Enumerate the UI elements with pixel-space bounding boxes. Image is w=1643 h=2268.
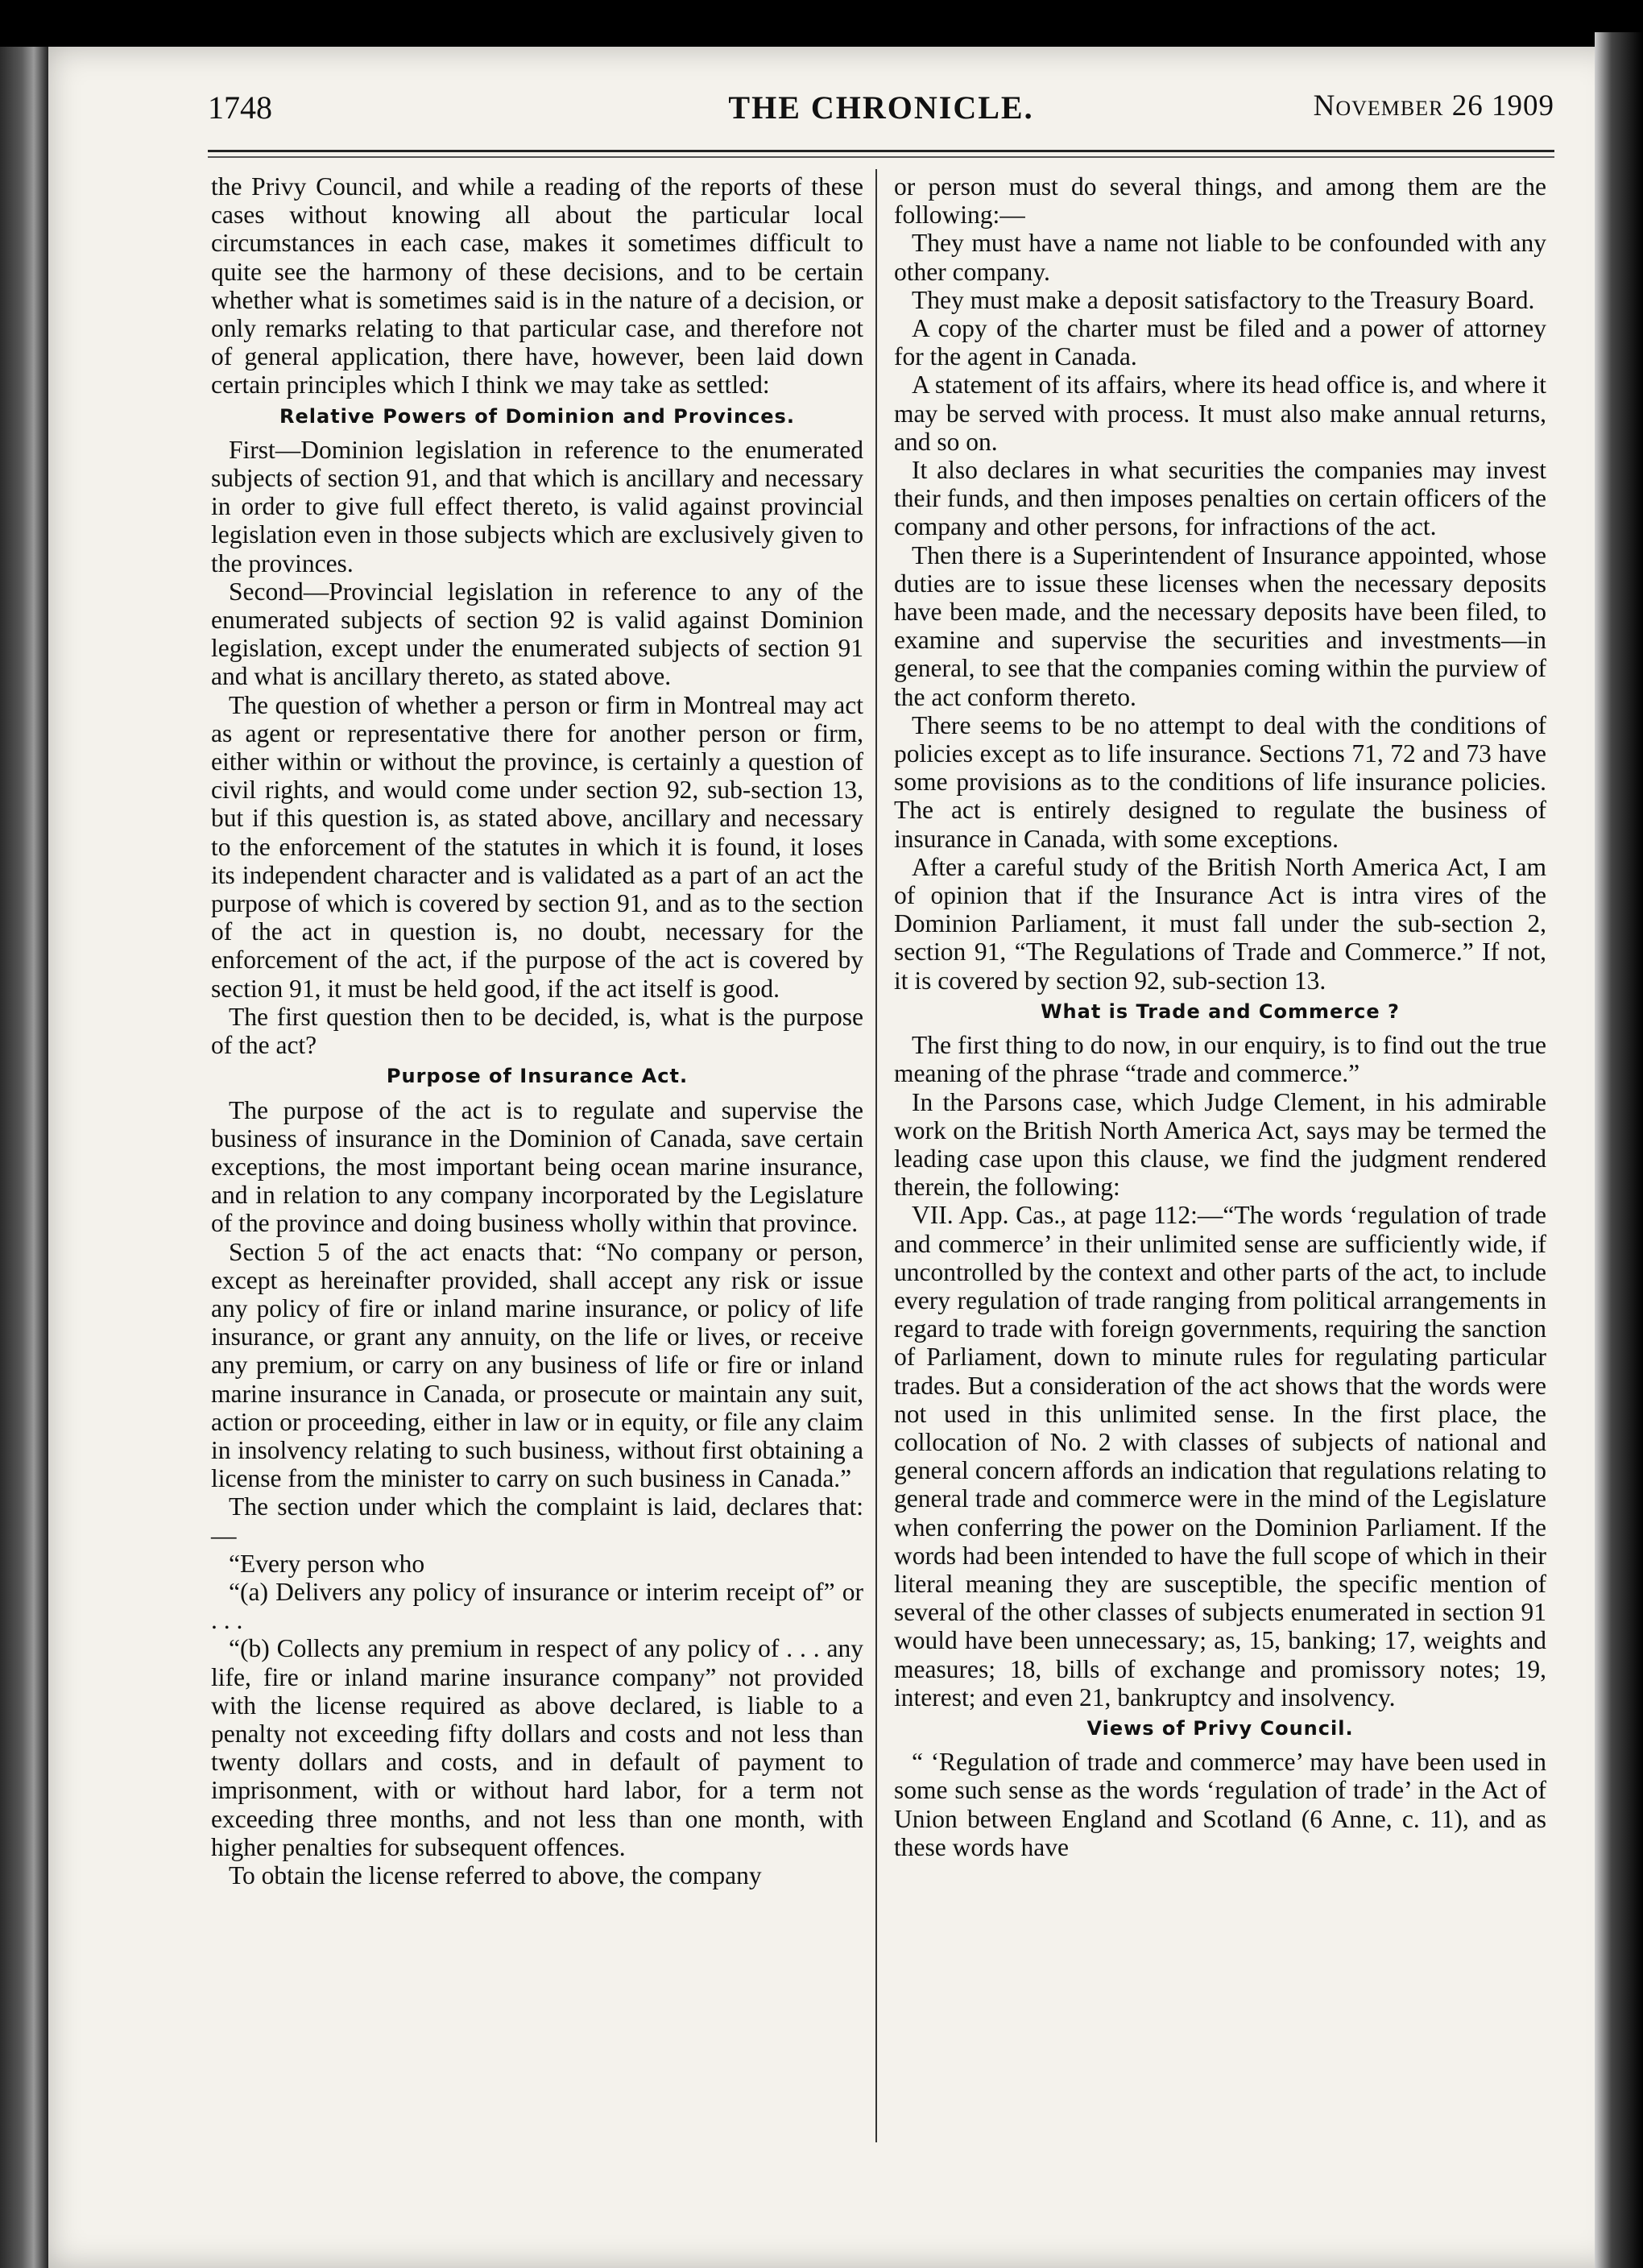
binding-shadow-left bbox=[0, 47, 48, 2268]
publication-title: THE CHRONICLE. bbox=[728, 89, 1034, 126]
right-column bbox=[894, 172, 1546, 1861]
paragraph: VII. App. Cas., at page 112:—“The words ‘regulation of trade and commerce’ in their unlimited sense are sufficiently wide, if uncontrolled by the context and other parts of the act, to include every regulation of trade ranging from political arrangements in regard to trade with foreign governments, requiring the sanction of Parliament, down to minute rules for regulating particular trades. But a consideration of the act shows that the words were not used in this unlimited sense. In the first place, the collocation of No. 2 with classes of subjects of national and general concern affords an indication that regulations relating to general trade and commerce were in the mind of the Legislature when conferring the power on the Dominion Parliament. If the words had been intended to have the full scope of which in their literal meaning they are susceptible, the specific mention of several of the other classes of subjects enumerated in section 91 would have been unnecessary; as, 15, banking; 17, weights and measures; 18, bills of exchange and promissory notes; 19, interest; and even 21, bankruptcy and insolvency. bbox=[894, 1201, 1546, 1711]
paragraph: “(b) Collects any premium in respect of any policy of . . . any life, fire or inland marine insurance company” not provided with the license required as above declared, is liable to a penalty not exceeding fifty dollars and costs and not less than twenty dollars and costs, and in default of payment to imprisonment, with or without hard labor, for a term not exceeding three months, and not less than one month, with higher penalties for subsequent offences. bbox=[211, 1634, 863, 1861]
paragraph: The purpose of the act is to regulate and supervise the business of insurance in the Dominion of Canada, save certain exceptions, the most important being ocean marine insurance, and in relation to any company incorporated by the Legislature of the province and doing business wholly within that province. bbox=[211, 1095, 863, 1238]
paragraph: Second—Provincial legislation in reference to any of the enumerated subjects of section 92 is valid against Dominion legislation, except under the enumerated subjects of section 91 and what is ancillary thereto, as stated above. bbox=[211, 577, 863, 691]
header-rule-thin bbox=[208, 156, 1554, 158]
binding-shadow-right bbox=[1595, 32, 1643, 2268]
paragraph: The first question then to be decided, is, what is the purpose of the act? bbox=[211, 1002, 863, 1060]
page-number: 1748 bbox=[208, 89, 272, 126]
paragraph: It also declares in what securities the companies may invest their funds, and then imposes penalties on certain officers of the company and other persons, for infractions of the act. bbox=[894, 456, 1546, 541]
paragraph: The section under which the complaint is laid, declares that:— bbox=[211, 1492, 863, 1550]
paragraph: A copy of the charter must be filed and a power of attorney for the agent in Canada. bbox=[894, 314, 1546, 371]
paragraph: There seems to be no attempt to deal with the conditions of policies except as to life insurance. Sections 71, 72 and 73 have some provisions as to the conditions of life insurance policies. The act is entirely designed to regulate the business of insurance in Canada, with some exceptions. bbox=[894, 710, 1546, 853]
paragraph: They must make a deposit satisfactory to the Treasury Board. bbox=[912, 285, 1535, 314]
header-rule bbox=[208, 150, 1554, 152]
left-column bbox=[211, 172, 863, 1889]
section-heading: Purpose of Insurance Act. bbox=[386, 1065, 689, 1088]
paragraph: Section 5 of the act enacts that: “No company or person, except as hereinafter provided, shall accept any risk or issue any policy of fire or inland marine insurance, or policy of life insurance, or grant any annuity, on the life or lives, or receive any premium, or carry on any business of life or fire or inland marine insurance in Canada, or prosecute or maintain any suit, action or proceeding, either in law or in equity, or file any claim in insolvency relating to such business, without first obtaining a license from the minister to carry on such business in Canada.” bbox=[211, 1237, 863, 1493]
paragraph: “ ‘Regulation of trade and commerce’ may have been used in some such sense as the words ‘regulation of trade’ in the Act of Union between England and Scotland (6 Anne, c. 11), and as these words have bbox=[894, 1748, 1546, 1861]
issue-date: November 26 1909 bbox=[1313, 89, 1554, 122]
column-divider bbox=[875, 169, 877, 2142]
paragraph: To obtain the license referred to above, the company bbox=[229, 1860, 762, 1889]
paragraph: the Privy Council, and while a reading of the reports of these cases without knowing all about the particular local circumstances in each case, makes it sometimes difficult to quite see the harmony of these decisions, and to be certain whether what is sometimes said is in the nature of a decision, or only remarks relating to that particular case, and therefore not of general application, there have, however, been laid down certain principles which I think we may take as settled: bbox=[211, 172, 863, 399]
paragraph: Then there is a Superintendent of Insurance appointed, whose duties are to issue these licenses when the necessary deposits have been made, and the necessary deposits have been filed, to examine and supervise the securities and investments—in general, to see that the companies coming within the purview of the act conform thereto. bbox=[894, 540, 1546, 711]
paragraph: After a careful study of the British North America Act, I am of opinion that if the Insurance Act is intra vires of the Dominion Parliament, it must fall under the sub-section 2, section 91, “The Regulations of Trade and Commerce.” If not, it is covered by section 92, sub-section 13. bbox=[894, 852, 1546, 995]
page-header bbox=[208, 89, 1554, 137]
paragraph: “(a) Delivers any policy of insurance or interim receipt of” or . . . bbox=[211, 1577, 863, 1635]
paragraph: They must have a name not liable to be confounded with any other company. bbox=[894, 229, 1546, 286]
paragraph: The first thing to do now, in our enquiry, is to find out the true meaning of the phrase “trade and commerce.” bbox=[894, 1031, 1546, 1088]
paragraph: First—Dominion legislation in reference to the enumerated subjects of section 91, and that which is ancillary and necessary in order to give full effect thereto, is valid against provincial legislation even in those subjects which are exclusively given to the provinces. bbox=[211, 435, 863, 577]
section-heading: Views of Privy Council. bbox=[1086, 1716, 1354, 1740]
section-heading: Relative Powers of Dominion and Provinces. bbox=[279, 404, 795, 428]
paragraph: or person must do several things, and among them are the following:— bbox=[894, 172, 1546, 230]
paragraph: “Every person who bbox=[229, 1549, 425, 1578]
paragraph: The question of whether a person or firm in Montreal may act as agent or representative there for another person or firm, either within or without the province, is certainly a question of civil rights, and would come under section 92, sub-section 13, but if this question is, as stated above, ancillary and necessary to the enforcement of the statutes in which it is found, it loses its independent character and is validated as a part of an act the purpose of which is covered by section 91, and as to the section of the act in question is, no doubt, necessary for the enforcement of the act, if the purpose of the act is covered by section 91, it must be held good, if the act itself is good. bbox=[211, 690, 863, 1003]
section-heading: What is Trade and Commerce ? bbox=[1041, 999, 1400, 1023]
paragraph: In the Parsons case, which Judge Clement, in his admirable work on the British North America Act, says may be termed the leading case upon this clause, we find the judgment rendered therein, the following: bbox=[894, 1087, 1546, 1202]
paragraph: A statement of its affairs, where its head office is, and where it may be served with process. It must also make annual returns, and so on. bbox=[894, 370, 1546, 456]
